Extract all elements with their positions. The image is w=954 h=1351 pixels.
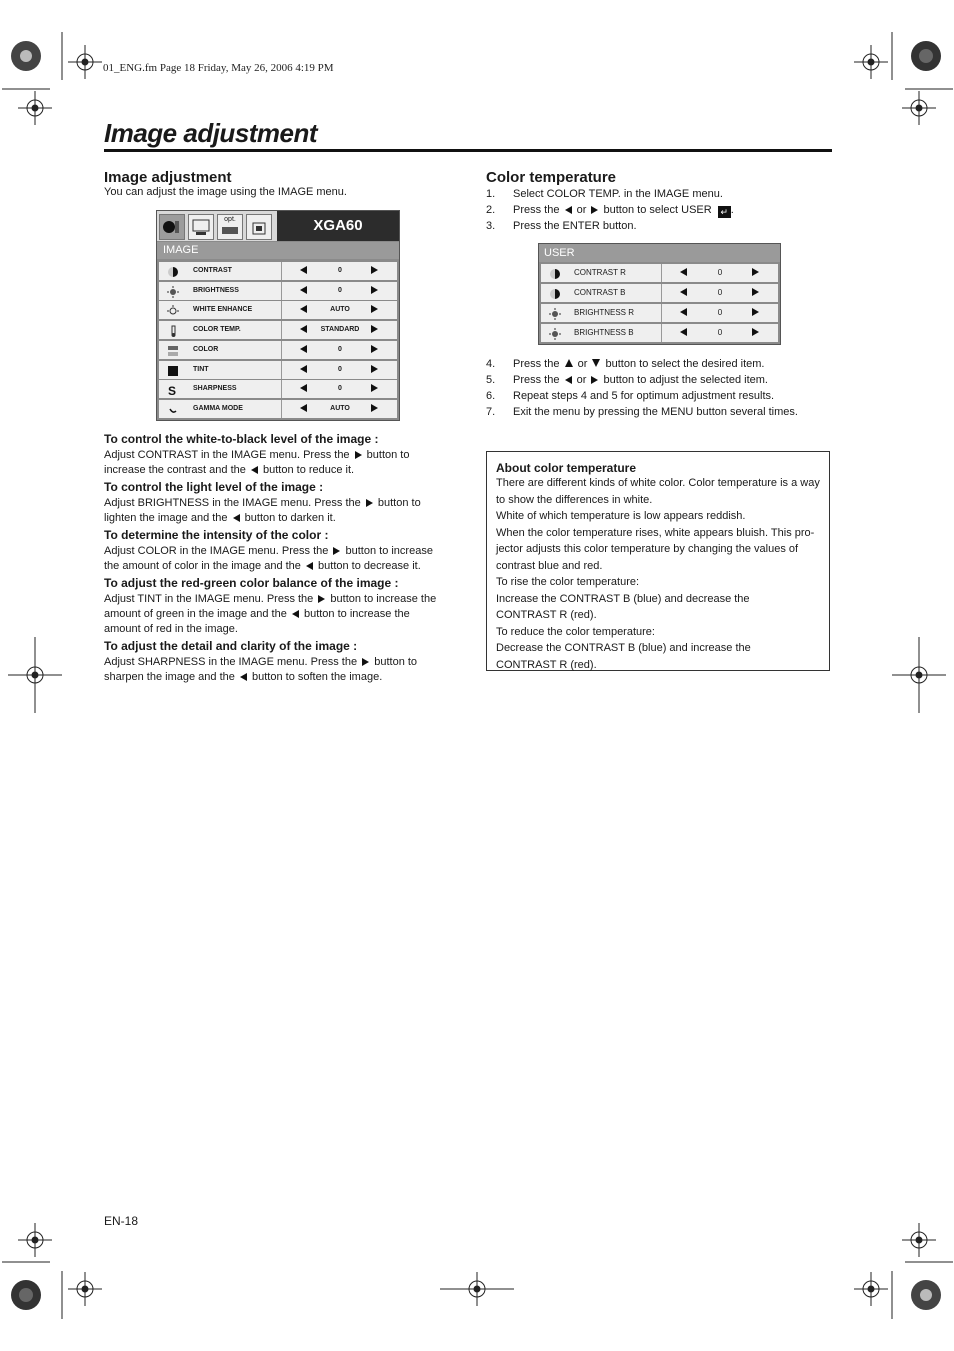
page-number: EN-18: [104, 1214, 139, 1228]
left-arrow-icon: [300, 325, 307, 333]
right-arrow-icon: [333, 547, 340, 555]
white-enhance-icon: [167, 304, 179, 316]
down-arrow-icon: [592, 359, 600, 367]
tint-icon: [167, 364, 179, 376]
about-line: Decrease the CONTRAST B (blue) and increase the: [496, 642, 751, 654]
right-arrow-icon: [371, 325, 378, 333]
about-line: When the color temperature rises, white appears bluish. This pro-: [496, 526, 815, 539]
about-line: contrast blue and red.: [496, 559, 603, 572]
osd-row-value: 0: [338, 345, 342, 353]
left-arrow-icon: [300, 286, 307, 294]
osd-row-brightness: [159, 282, 397, 300]
color-temp-icon: [167, 324, 179, 336]
about-line: CONTRAST R (red).: [496, 658, 597, 671]
osd-row-value-box: [281, 262, 398, 280]
corner-sunburst-br: [911, 1280, 941, 1310]
osd-row-value: AUTO: [330, 404, 350, 412]
model-label: XGA60: [277, 211, 399, 241]
left-arrow-icon: [300, 384, 307, 392]
right-arrow-icon: [591, 376, 598, 384]
print-header-note: 01_ENG.fm Page 18 Friday, May 26, 2006 4:19 PM: [103, 62, 334, 74]
left-arrow-icon: [680, 288, 687, 296]
left-arrow-icon: [300, 266, 307, 274]
about-line: jector adjusts this color temperature by changing the values of: [496, 543, 799, 555]
about-line: to show the differences in white.: [496, 493, 653, 506]
osd-row-label: COLOR TEMP.: [193, 326, 241, 334]
section-title: To control the light level of the image :: [104, 480, 324, 494]
osd-row-value-box: [281, 301, 398, 319]
enter-key-icon: ↵: [718, 206, 731, 218]
step-2: 2. Press the or button to select USER ↵ .: [486, 204, 734, 217]
step-6: 6. Repeat steps 4 and 5 for optimum adjustment results.: [486, 390, 775, 402]
option-tab-icon: [217, 214, 243, 240]
contrast-icon: [167, 265, 179, 277]
about-line: To rise the color temperature:: [496, 576, 640, 588]
corner-sunburst-bl: [11, 1280, 41, 1310]
up-arrow-icon: [565, 359, 573, 367]
left-arrow-icon: [251, 466, 258, 474]
right-arrow-icon: [752, 288, 759, 296]
osd-row-white-enhance: [159, 301, 397, 319]
osd-row-label: BRIGHTNESS: [193, 286, 239, 294]
color-temperature-heading: Color temperature: [486, 169, 617, 186]
step-7: 7. Exit the menu by pressing the MENU button several times.: [486, 406, 798, 418]
contrast-icon: [549, 287, 561, 299]
image-adjustment-heading: Image adjustment: [104, 169, 232, 186]
color-icon: [167, 344, 179, 356]
user-row-value-box: [661, 304, 779, 322]
intro-text: You can adjust the image using the IMAGE menu.: [104, 186, 347, 198]
osd-row-value: AUTO: [330, 306, 350, 314]
contrast-icon: [549, 267, 561, 279]
osd-row-label: WHITE ENHANCE: [193, 306, 253, 314]
right-arrow-icon: [371, 266, 378, 274]
user-row-label: CONTRAST B: [574, 288, 626, 297]
osd-row-value-box: [281, 361, 398, 379]
corner-sunburst-tl: [11, 41, 41, 71]
about-line: CONTRAST R (red).: [496, 609, 597, 621]
left-arrow-icon: [240, 673, 247, 681]
right-arrow-icon: [362, 658, 369, 666]
left-arrow-icon: [300, 305, 307, 313]
section-title: To adjust the detail and clarity of the image :: [104, 639, 358, 653]
about-line: There are different kinds of white color. Color temperature is a way: [496, 477, 820, 489]
right-arrow-icon: [752, 328, 759, 336]
step-3: 3. Press the ENTER button.: [486, 220, 637, 232]
section-body: Adjust BRIGHTNESS in the IMAGE menu. Press the button to lighten the image and the button to darken it.: [104, 497, 421, 524]
sharpness-icon: [167, 383, 179, 395]
osd-row-value: 0: [338, 267, 342, 274]
image-tab-icon: [159, 214, 185, 240]
left-arrow-icon: [300, 404, 307, 412]
gamma-icon: [167, 403, 179, 415]
image-menu-osd: [156, 210, 400, 421]
section-title: To control the white-to-black level of the image :: [104, 432, 379, 446]
option-tab-label: opt.: [224, 216, 236, 223]
right-arrow-icon: [752, 268, 759, 276]
osd-row-color-temp: [159, 321, 397, 339]
user-menu-title: USER: [539, 244, 780, 262]
user-row-label: CONTRAST R: [574, 268, 626, 277]
right-arrow-icon: [752, 308, 759, 316]
user-row-brightness-b: [541, 324, 778, 342]
section-body: Adjust SHARPNESS in the IMAGE menu. Press the button to sharpen the image and the button to soften the image.: [104, 656, 418, 683]
right-arrow-icon: [371, 286, 378, 294]
right-arrow-icon: [318, 595, 325, 603]
about-line: Increase the CONTRAST B (blue) and decrease the: [496, 592, 750, 605]
right-arrow-icon: [371, 404, 378, 412]
left-arrow-icon: [680, 268, 687, 276]
about-line: To reduce the color temperature:: [496, 625, 655, 638]
right-arrow-icon: [371, 365, 378, 373]
osd-row-value: STANDARD: [320, 326, 360, 334]
right-arrow-icon: [371, 384, 378, 392]
left-arrow-icon: [565, 206, 572, 214]
osd-row-label: GAMMA MODE: [193, 404, 243, 412]
user-row-value-box: [661, 324, 779, 342]
left-arrow-icon: [292, 610, 299, 618]
user-row-value: 0: [717, 328, 723, 337]
step-1: 1. Select COLOR TEMP. in the IMAGE menu.: [486, 188, 723, 200]
osd-row-label: TINT: [193, 365, 209, 373]
left-arrow-icon: [680, 328, 687, 336]
section-body: Adjust CONTRAST in the IMAGE menu. Press the button to increase the contrast and the button to reduce it.: [104, 449, 410, 476]
osd-row-label: CONTRAST: [193, 267, 232, 274]
section-title: To adjust the red-green color balance of the image :: [104, 576, 399, 590]
user-row-label: BRIGHTNESS R: [574, 308, 635, 317]
about-body: [496, 476, 826, 674]
picture-tab-icon: [188, 214, 214, 240]
corner-sunburst-tr: [911, 41, 941, 71]
user-row-value: 0: [717, 288, 723, 297]
osd-row-color: [159, 341, 397, 359]
brightness-icon: [549, 327, 561, 339]
title-rule: [104, 149, 832, 152]
osd-row-gamma-mode: [159, 400, 397, 418]
steps-list-a: [486, 186, 831, 234]
step-5: 5. Press the or button to adjust the selected item.: [486, 374, 768, 386]
osd-row-value: 0: [338, 365, 342, 373]
left-arrow-icon: [680, 308, 687, 316]
osd-row-value-box: [281, 321, 398, 339]
user-row-contrast-b: [541, 284, 778, 302]
user-row-value: 0: [717, 308, 723, 317]
osd-row-value: 0: [338, 385, 342, 393]
user-row-value-box: [661, 264, 779, 282]
left-arrow-icon: [306, 562, 313, 570]
left-arrow-icon: [565, 376, 572, 384]
section-body: Adjust COLOR in the IMAGE menu. Press the button to increase the amount of color in the image and the button to decrease it.: [104, 545, 433, 572]
osd-row-contrast: [159, 262, 397, 280]
osd-row-value-box: [281, 380, 398, 398]
left-arrow-icon: [233, 514, 240, 522]
section-title: To determine the intensity of the color :: [104, 528, 329, 542]
page-title: Image adjustment: [104, 118, 318, 148]
about-color-temperature-box: [486, 451, 830, 671]
right-arrow-icon: [355, 451, 362, 459]
osd-row-sharpness: [159, 380, 397, 398]
user-row-brightness-r: [541, 304, 778, 322]
install-tab-icon: [246, 214, 272, 240]
osd-row-value: 0: [338, 286, 342, 294]
right-arrow-icon: [591, 206, 598, 214]
user-row-value: 0: [717, 268, 723, 277]
osd-row-label: COLOR: [193, 345, 219, 353]
svg-text:S: S: [168, 384, 177, 397]
brightness-icon: [167, 285, 179, 297]
about-line: White of which temperature is low appears reddish.: [496, 510, 746, 522]
user-row-value-box: [661, 284, 779, 302]
right-arrow-icon: [371, 345, 378, 353]
osd-row-value-box: [281, 341, 398, 359]
user-menu-osd: [538, 243, 781, 345]
right-arrow-icon: [366, 499, 373, 507]
osd-row-value-box: [281, 282, 398, 300]
user-row-label: BRIGHTNESS B: [574, 328, 634, 337]
user-row-contrast-r: [541, 264, 778, 282]
osd-row-tint: [159, 361, 397, 379]
steps-list-b: [486, 356, 831, 420]
left-arrow-icon: [300, 365, 307, 373]
osd-row-label: SHARPNESS: [193, 385, 237, 393]
right-arrow-icon: [371, 305, 378, 313]
left-arrow-icon: [300, 345, 307, 353]
section-body: Adjust TINT in the IMAGE menu. Press the button to increase the amount of green in the image and the button to increase the amount of red in the image.: [104, 593, 437, 635]
step-4: 4. Press the or button to select the desired item.: [486, 358, 765, 370]
osd-tab-bar: [157, 211, 277, 241]
brightness-icon: [549, 307, 561, 319]
about-title: About color temperature: [496, 461, 637, 475]
osd-row-value-box: [281, 400, 398, 418]
osd-menu-title: IMAGE: [157, 242, 399, 259]
